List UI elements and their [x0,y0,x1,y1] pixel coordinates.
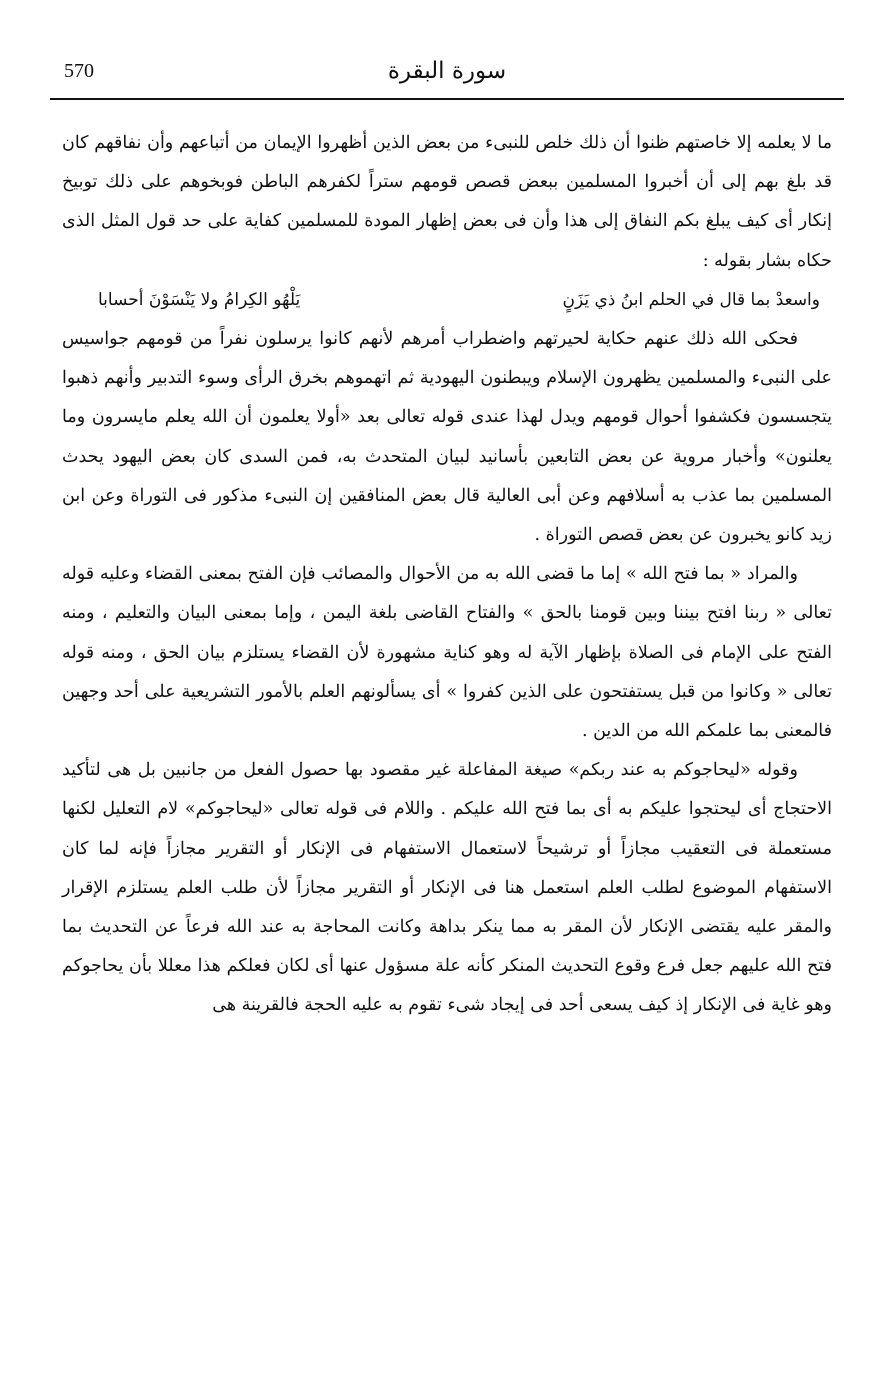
surah-title: سورة البقرة [387,58,507,84]
verse-first-hemistich: واسعدْ بما قال في الحلم ابنُ ذي يَزَنٍ [562,289,820,310]
page-header [50,58,844,100]
paragraph-2: فحكى الله ذلك عنهم حكاية لحيرتهم واضطراب أمرهم لأنهم كانوا يرسلون نفراً من قومهم جواسيس على النبىء والمسلمين يظهرون الإسلام ويبطنون اليهودية ثم اتهموهم بخرق الرأى وسوء التدبير وأنهم ذهبوا يتجسسون فكشفوا أحوال قومهم ويدل لهذا عندى قوله تعالى بعد «أولا يعلمون أن الله يعلم مايسرون وما يعلنون» وأخبار مروية عن بعض التابعين بأسانيد لبيان المتحدث به، فمن السدى كان بعض اليهود يحدث المسلمين بما عذب به أسلافهم وعن أبى العالية قال بعض المنافقين إن النبىء مذكور فى التوراة وعن ابن زيد كانو يخبرون عن بعض قصص التوراة . [62,329,832,546]
verse-second-hemistich: يَلْهُو الكِرامُ ولا يَنْسَوْنَ أحسابا [98,289,301,310]
paragraph-1: ما لا يعلمه إلا خاصتهم ظنوا أن ذلك خلص للنبىء من بعض الذين أظهروا الإيمان من أتباعهم وأن نفاقهم كان قد بلغ بهم إلى أن أخبروا المسلمين ببعض قصص قومهم ستراً لكفرهم الباطن فوبخوهم على ذلك توبيخ إنكار أى كيف يبلغ بكم النفاق إلى هذا وأن فى بعض إظهار المودة للمسلمين كفاية على حد قول المثل الذى حكاه بشار بقوله : [62,133,832,271]
paragraph-4: وقوله «ليحاجوكم به عند ربكم» صيغة المفاعلة غير مقصود بها حصول الفعل من جانبين بل هى لتأكيد الاحتجاج أى ليحتجوا عليكم به أى بما فتح الله عليكم . واللام فى قوله تعالى «ليحاجوكم» لام التعليل لكنها مستعملة فى التعقيب مجازاً أو ترشيحاً لاستعمال الاستفهام فى الإنكار أو التقرير مجازاً فإنه لما كان الاستفهام الموضوع لطلب العلم استعمل هنا فى الإنكار أو التقرير مجازاً لأن طلب العلم يستلزم الإقرار والمقر عليه يقتضى الإنكار لأن المقر به مما ينكر بداهة وكانت المحاجة به عند الله فرعاً عن التحديث بما فتح الله عليهم جعل فرع وقوع التحديث المنكر كأنه علة مسؤول عنها أى لكان فعلكم هذا معللا بأن يحاجوكم وهو غاية فى الإنكار إذ كيف يسعى أحد فى إيجاد شىء تقوم به عليه الحجة فالقرينة هى [62,760,832,1016]
paragraph-3: والمراد « بما فتح الله » إما ما قضى الله به من الأحوال والمصائب فإن الفتح بمعنى القضاء وعليه قوله تعالى « ربنا افتح بيننا وبين قومنا بالحق » والفتاح القاضى بلغة اليمن ، وإما بمعنى البيان والتعليم ، ومنه الفتح على الإمام فى الصلاة بإظهار الآية له وهو كناية مشهورة لأن القضاء يستلزم بيان الحق ، ومنه قوله تعالى « وكانوا من قبل يستفتحون على الذين كفروا » أى يسألونهم العلم بالأمور التشريعية على أحد وجهين فالمعنى بما علمكم الله من الدين . [62,564,832,742]
page-number: 570 [64,60,94,82]
poetry-verse [62,281,832,320]
page-body [62,124,832,1026]
